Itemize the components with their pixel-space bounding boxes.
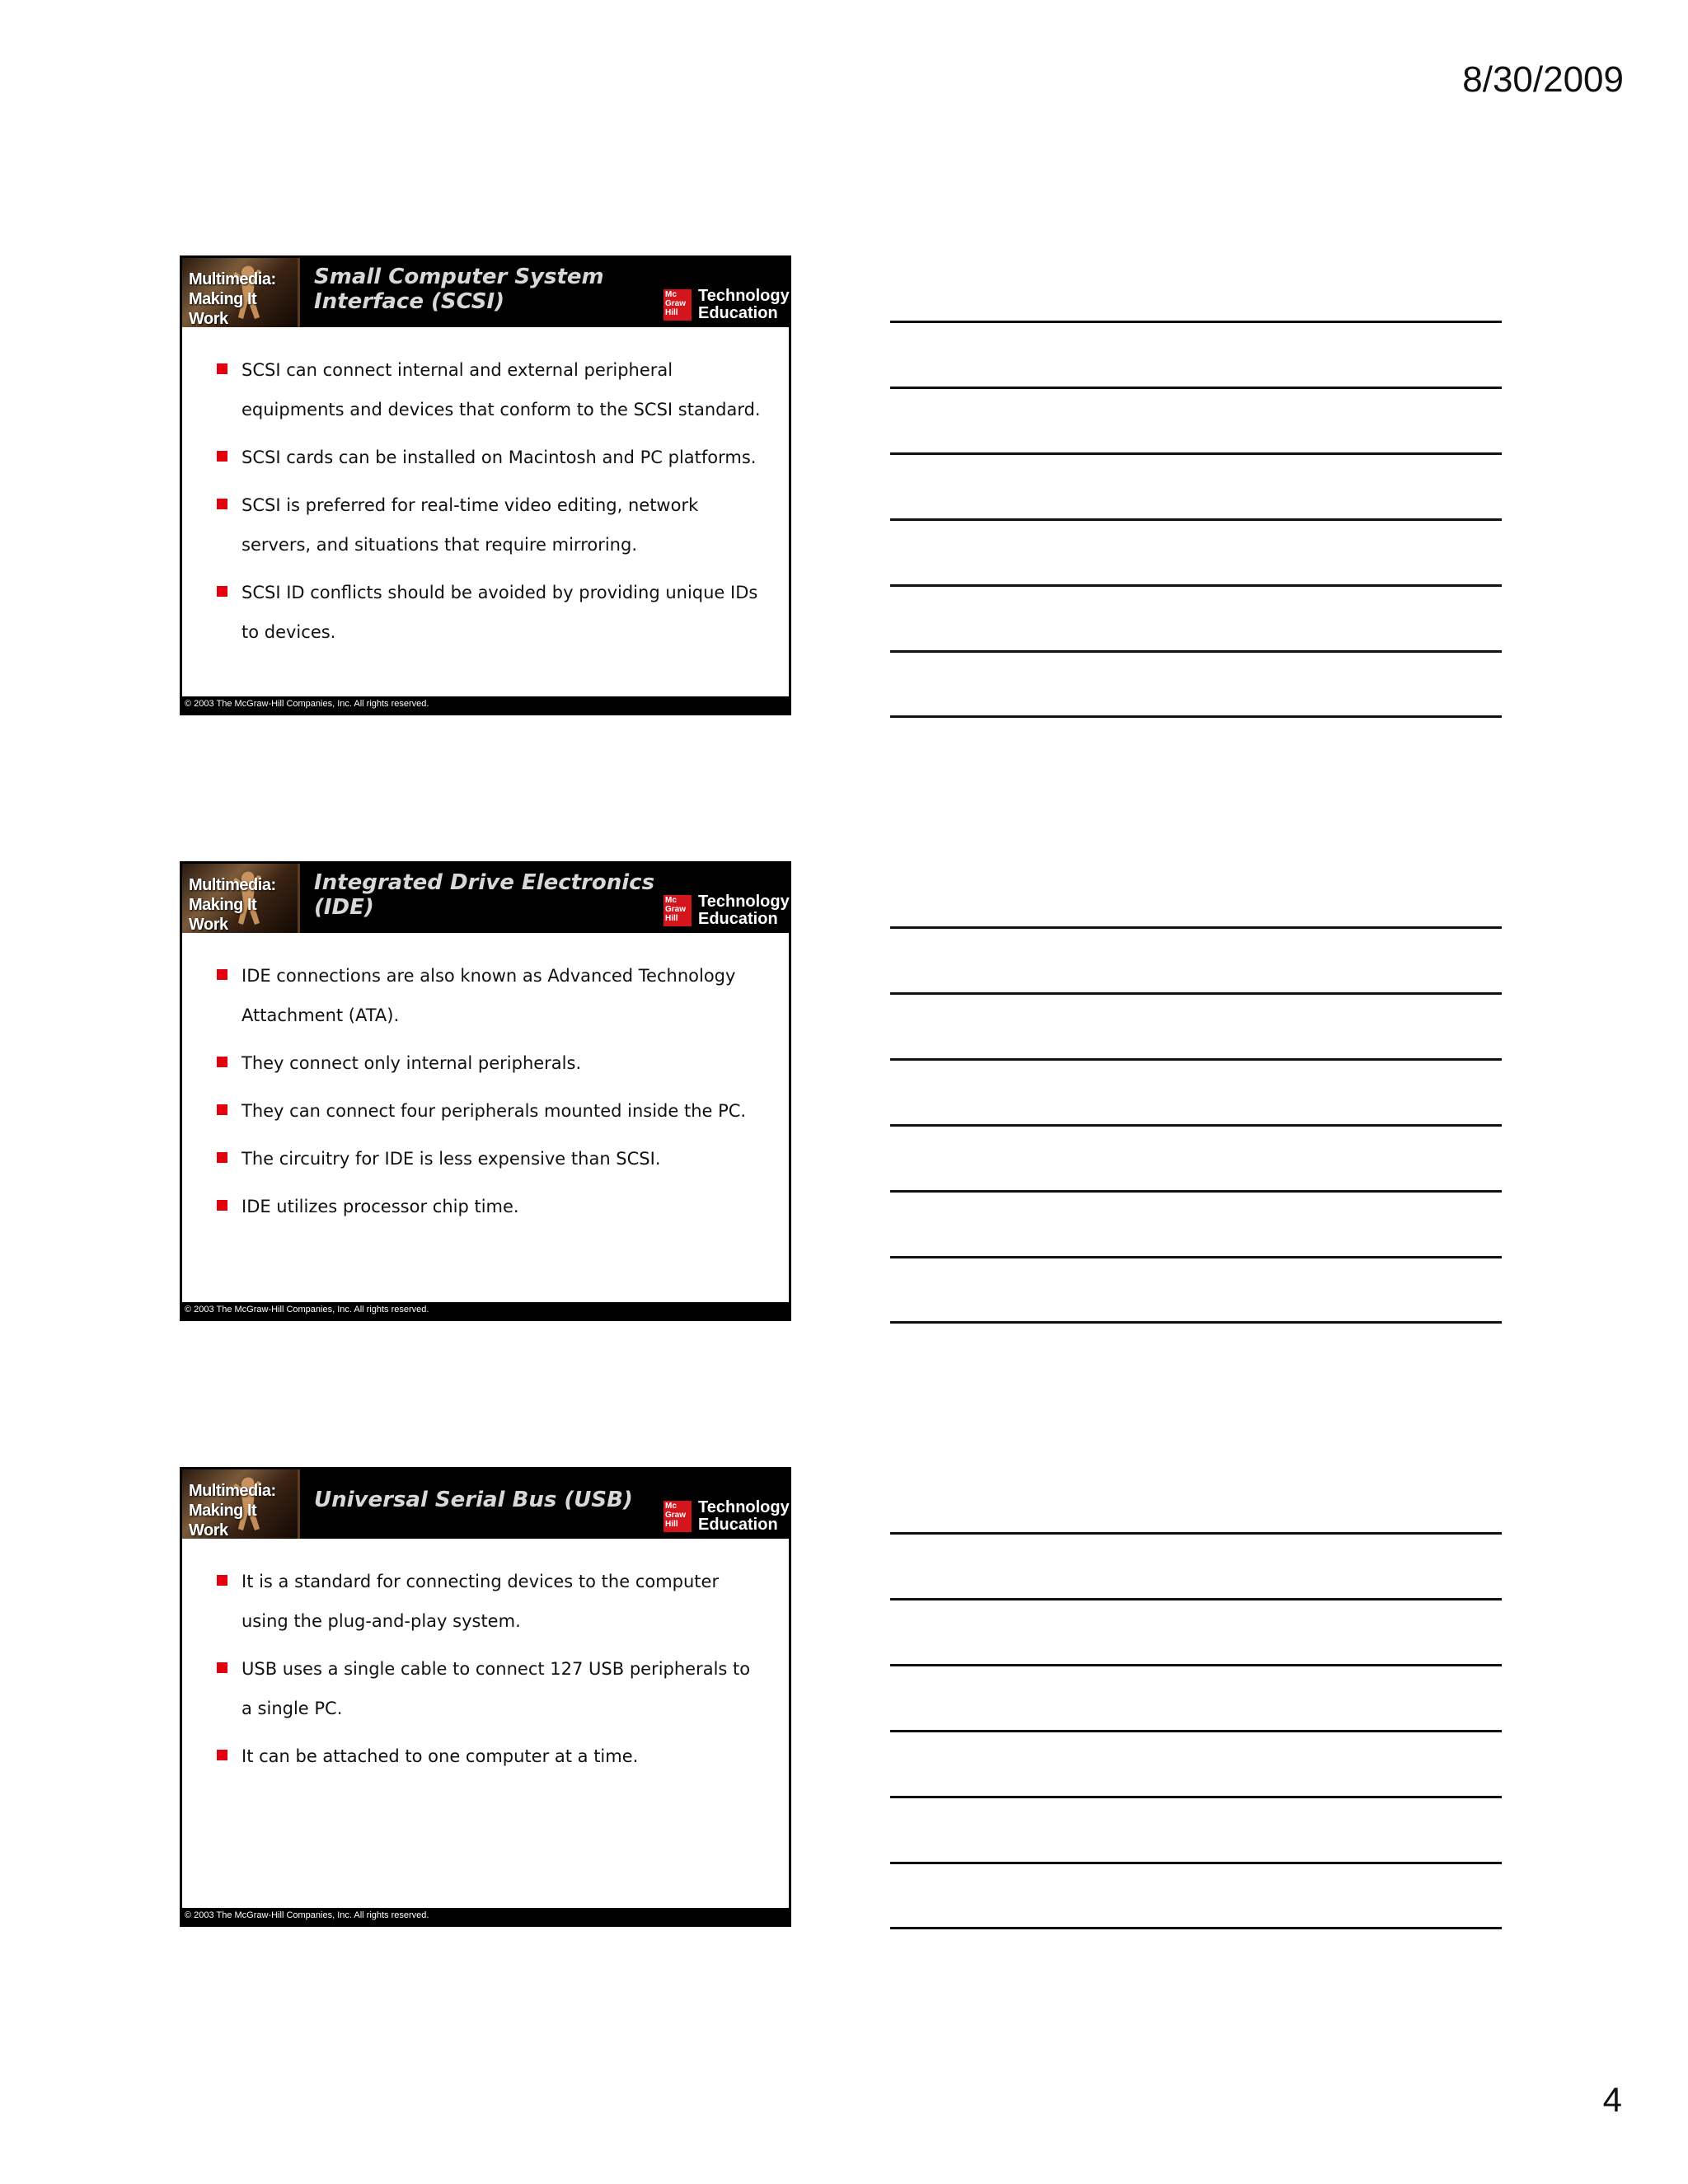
note-line [890,1598,1502,1601]
mcgraw-hill-mark: Mc Graw Hill [663,895,692,926]
note-line [890,1058,1502,1061]
mcgraw-hill-mark: Mc Graw Hill [663,1501,692,1532]
bullet-item: They can connect four peripherals mounted inside the PC. [215,1091,764,1131]
bullet-item: IDE connections are also known as Advanced Technology Attachment (ATA). [215,956,764,1035]
bullet-item: They connect only internal peripherals. [215,1043,764,1083]
bullet-item: SCSI is preferred for real-time video editing, network servers, and situations that require mirroring. [215,485,764,565]
copyright-text: © 2003 The McGraw-Hill Companies, Inc. All rights reserved. [185,1910,429,1920]
series-logo [182,1469,298,1539]
note-line [890,1927,1502,1929]
copyright-text: © 2003 The McGraw-Hill Companies, Inc. All rights reserved. [185,1305,429,1315]
note-line [890,992,1502,995]
header-divider [298,1469,300,1539]
publisher-logo [663,893,790,928]
series-logo-text: Multimedia: Making It Work [189,270,276,327]
header-divider [298,864,300,933]
page-number: 4 [1602,2080,1622,2119]
slide-body [215,1562,764,1784]
note-line [890,1796,1502,1798]
publisher-name: Technology Education [698,1498,790,1534]
slide-title: Small Computer System Interface (SCSI) [314,265,604,314]
note-line [890,1730,1502,1732]
bullet-item: IDE utilizes processor chip time. [215,1187,764,1226]
slide-body [215,956,764,1235]
page-date: 8/30/2009 [1462,59,1624,100]
slide-header [182,864,789,933]
bullet-item: SCSI ID conflicts should be avoided by providing unique IDs to devices. [215,573,764,652]
slide-scsi [180,255,791,715]
slide-body [215,350,764,660]
bullet-item: It can be attached to one computer at a time. [215,1736,764,1776]
note-line [890,518,1502,521]
note-line [890,1321,1502,1324]
slide-header [182,1469,789,1539]
note-line [890,715,1502,718]
slide-footer [182,1908,789,1924]
slide-footer [182,696,789,713]
slide-ide [180,861,791,1321]
note-line [890,1256,1502,1258]
mcgraw-hill-mark: Mc Graw Hill [663,289,692,321]
series-logo-text: Multimedia: Making It Work [189,1482,276,1539]
bullet-item: SCSI cards can be installed on Macintosh and PC platforms. [215,438,764,477]
bullet-item: SCSI can connect internal and external peripheral equipments and devices that conform to the SCSI standard. [215,350,764,429]
note-line [890,584,1502,587]
slide-usb [180,1467,791,1927]
series-logo-text: Multimedia: Making It Work [189,876,276,933]
note-line [890,1532,1502,1535]
note-line [890,321,1502,323]
slide-title: Integrated Drive Electronics (IDE) [314,870,655,920]
slide-footer [182,1302,789,1319]
header-divider [298,258,300,327]
series-logo [182,864,298,933]
bullet-item: USB uses a single cable to connect 127 USB peripherals to a single PC. [215,1649,764,1728]
slide-header [182,258,789,327]
bullet-item: It is a standard for connecting devices to the computer using the plug-and-play system. [215,1562,764,1641]
bullet-item: The circuitry for IDE is less expensive than SCSI. [215,1139,764,1179]
note-line [890,387,1502,389]
note-line [890,1664,1502,1666]
publisher-logo [663,287,790,322]
note-line [890,452,1502,455]
series-logo [182,258,298,327]
note-line [890,1862,1502,1864]
slide-title: Universal Serial Bus (USB) [314,1488,633,1512]
copyright-text: © 2003 The McGraw-Hill Companies, Inc. All rights reserved. [185,699,429,709]
publisher-name: Technology Education [698,893,790,928]
publisher-logo [663,1498,790,1534]
note-line [890,926,1502,929]
note-line [890,1124,1502,1127]
note-line [890,650,1502,653]
note-line [890,1190,1502,1193]
publisher-name: Technology Education [698,287,790,322]
